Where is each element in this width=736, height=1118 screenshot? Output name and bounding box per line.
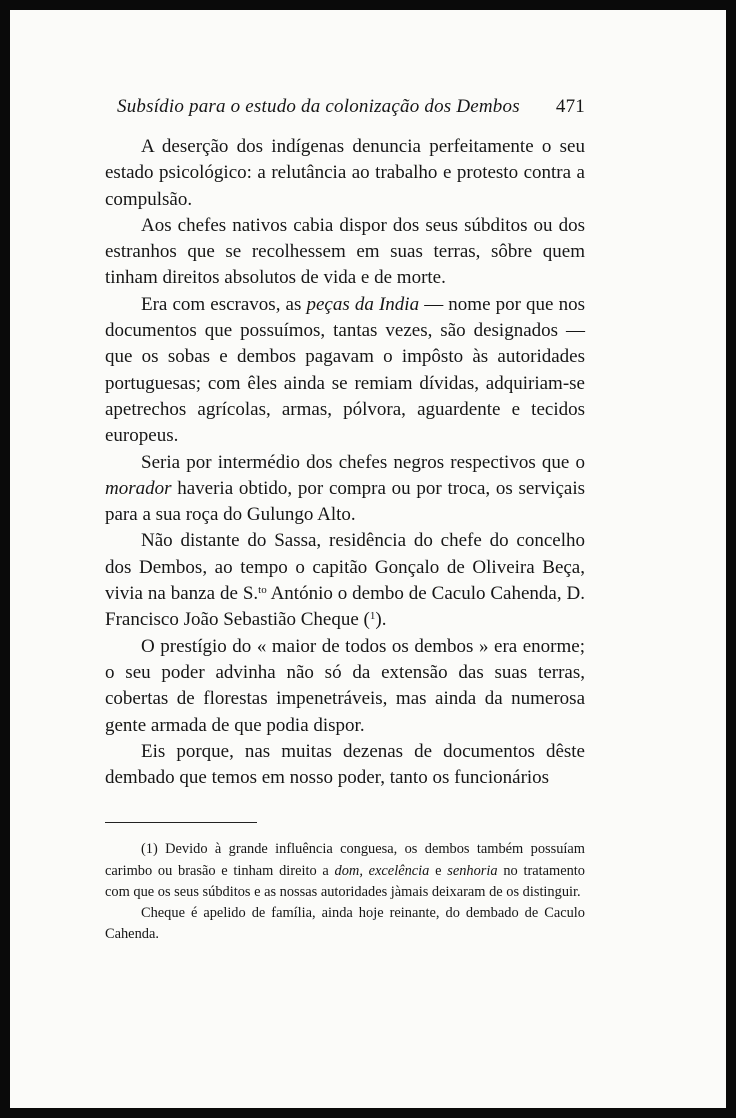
paragraph-7: Eis porque, nas muitas dezenas de documentos dêste dembado que temos em nosso poder, tanto os funcionários [105,740,585,789]
running-title: Subsídio para o estudo da colonização dos Dembos [117,96,520,117]
book-page [10,10,726,1108]
paragraph-5 [105,528,585,633]
paragraph-4-text-a: Seria por intermédio dos chefes negros respectivos que o [141,451,585,473]
footnote-2: Cheque é apelido de família, ainda hoje reinante, do dembado de Caculo Cahenda. [105,905,585,943]
paragraph-5-superscript: to [258,584,267,597]
paragraph-5-text-b: António o dembo de Caculo Cahenda, D. Francisco João Sebastião Cheque ( [105,583,585,631]
paragraph-1: A deserção dos indígenas denuncia perfeitamente o seu estado psicológico: a relutância ao trabalho e protesto contra a compulsão. [105,136,585,210]
footnote-1-text-b: e [429,862,448,879]
paragraph-5-text-c: ). [375,609,387,631]
paragraph-3-text-a: Era com escravos, as [141,293,307,315]
page-content [105,96,585,945]
footnote-1-text-a: Devido à grande influência conguesa, os dembos também possuíam carimbo ou brasão e tinham direito a [105,841,585,879]
running-header [117,96,585,118]
footnote-1 [105,839,585,903]
footnote-1-text-c: no tratamento com que os seus súbditos e as nossas autoridades jàmais deixaram de os distinguir. [105,862,585,900]
paragraph-2: Aos chefes nativos cabia dispor dos seus súbditos ou dos estranhos que se recolhessem em suas terras, sôbre quem tinham direitos absolutos de vida e de morte. [105,214,585,289]
paragraph-3-text-b: — nome por que nos documentos que possuímos, tantas vezes, são designados — que os sobas e dembos pagavam o impôsto às autoridades portuguesas; com êles ainda se remiam dívidas, adquiriam-se apetrechos agrícolas, armas, pólvora, aguardente e tecidos europeus. [105,293,585,447]
paragraph-3-italic: peças da India [306,293,420,315]
paragraph-4-italic: morador [105,477,172,499]
footnote-1-italic-1: dom, excelência [334,862,430,879]
page-number: 471 [555,96,585,117]
paragraph-3 [105,292,585,450]
paragraph-6: O prestígio do « maior de todos os dembos » era enorme; o seu poder advinha não só da extensão das suas terras, cobertas de florestas impenetráveis, mas ainda da numerosa gente armada de que podia dispor. [105,635,585,736]
footnote-1-italic-2: senhoria [447,862,498,879]
footnote-divider [105,822,257,823]
paragraph-5-text-a: Não distante do Sassa, residência do chefe do concelho dos Dembos, ao tempo o capitão Gonçalo de Oliveira Beça, vivia na banza de S. [105,530,585,605]
footnote-marker: (1) [141,841,158,858]
paragraph-4-text-b: haveria obtido, por compra ou por troca, os serviçais para a sua roça do Gulungo Alto. [105,477,585,526]
footnote-reference[interactable]: 1 [369,610,376,623]
paragraph-4 [105,450,585,529]
